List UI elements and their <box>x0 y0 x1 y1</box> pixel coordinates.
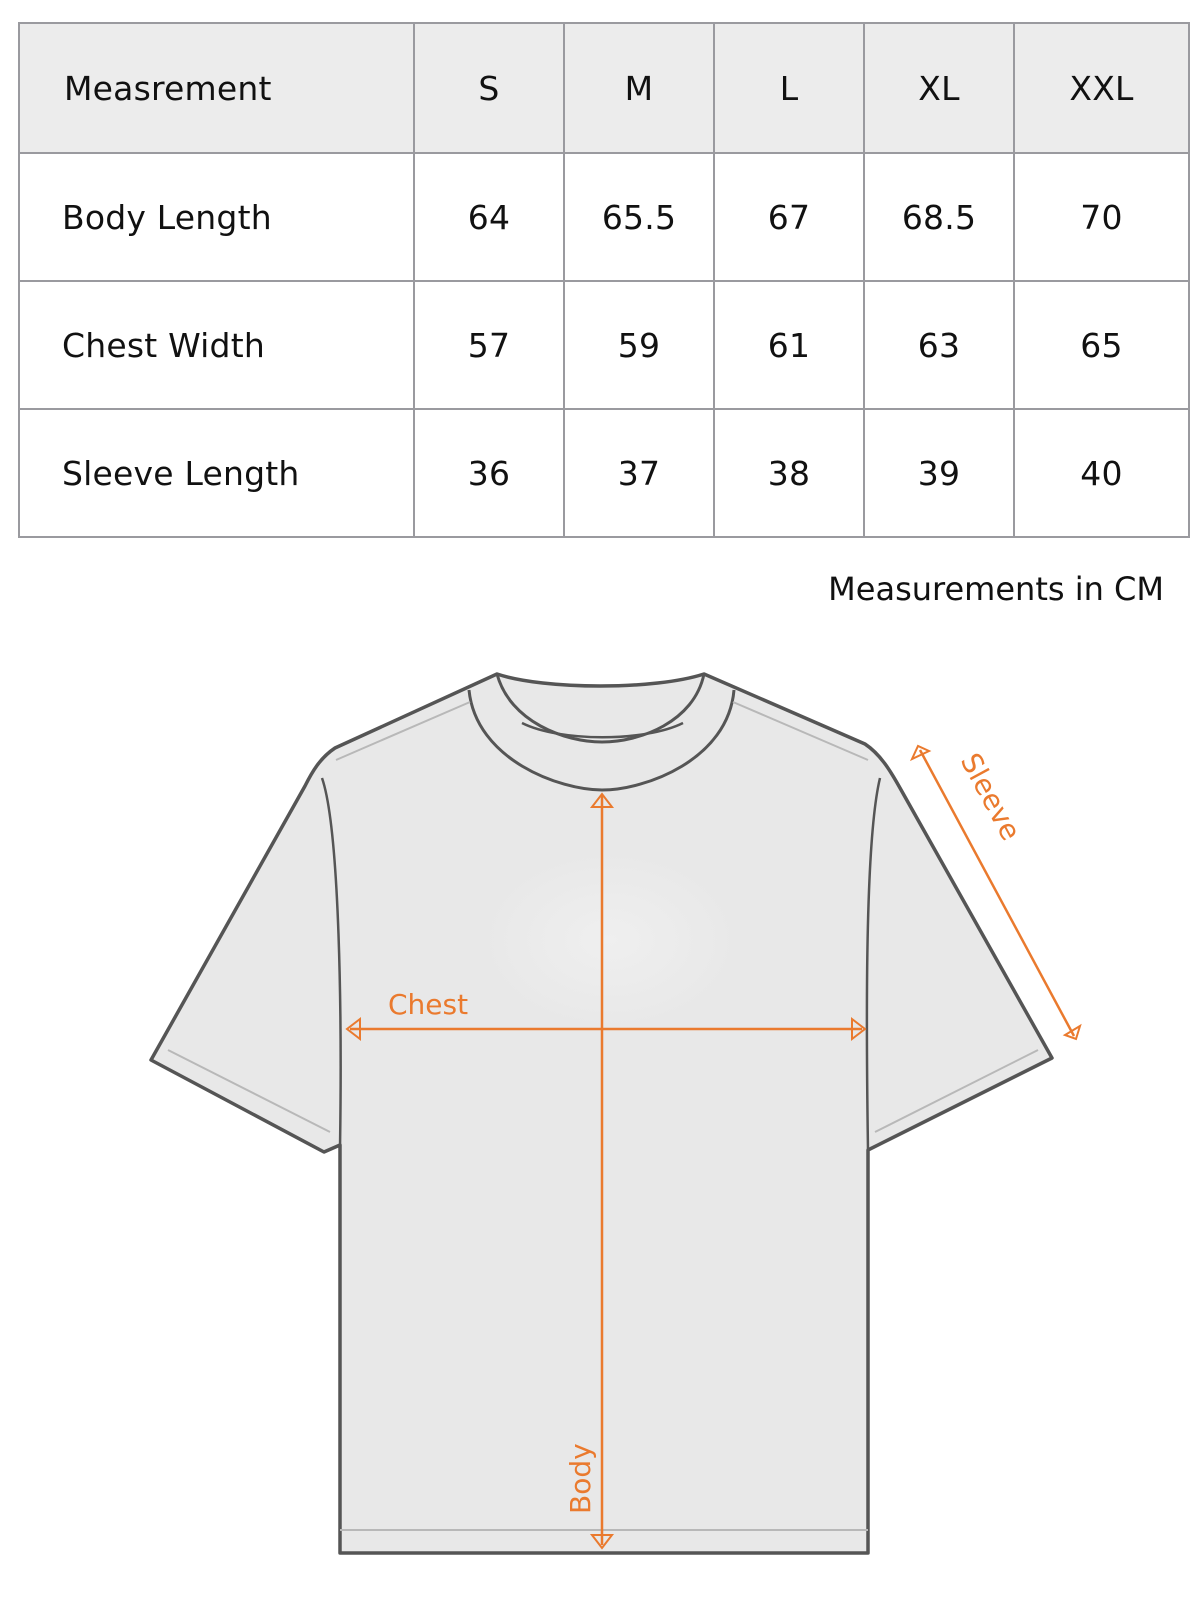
table-cell: 38 <box>714 409 864 537</box>
size-header-xxl: XXL <box>1014 23 1189 153</box>
table-cell: 39 <box>864 409 1014 537</box>
table-cell: 40 <box>1014 409 1189 537</box>
row-label: Body Length <box>19 153 414 281</box>
body-label: Body <box>564 1443 597 1514</box>
table-row-sleeve-length <box>19 409 1189 537</box>
sleeve-label: Sleeve <box>953 747 1028 846</box>
table-cell: 68.5 <box>864 153 1014 281</box>
table-cell: 59 <box>564 281 714 409</box>
size-chart-table <box>18 22 1190 538</box>
size-header-l: L <box>714 23 864 153</box>
units-note: Measurements in CM <box>828 570 1164 608</box>
table-row-chest-width <box>19 281 1189 409</box>
table-cell: 57 <box>414 281 564 409</box>
table-cell: 36 <box>414 409 564 537</box>
table-header-row <box>19 23 1189 153</box>
table-cell: 65 <box>1014 281 1189 409</box>
table-cell: 37 <box>564 409 714 537</box>
tshirt-diagram <box>0 640 1200 1600</box>
table-cell: 61 <box>714 281 864 409</box>
table-cell: 70 <box>1014 153 1189 281</box>
table-cell: 67 <box>714 153 864 281</box>
chest-label: Chest <box>388 988 469 1021</box>
row-label: Sleeve Length <box>19 409 414 537</box>
size-header-xl: XL <box>864 23 1014 153</box>
size-header-s: S <box>414 23 564 153</box>
measurement-header: Measrement <box>19 23 414 153</box>
table-row-body-length <box>19 153 1189 281</box>
table-cell: 63 <box>864 281 1014 409</box>
table-cell: 65.5 <box>564 153 714 281</box>
row-label: Chest Width <box>19 281 414 409</box>
table-cell: 64 <box>414 153 564 281</box>
size-header-m: M <box>564 23 714 153</box>
chest-shading <box>480 850 740 1030</box>
